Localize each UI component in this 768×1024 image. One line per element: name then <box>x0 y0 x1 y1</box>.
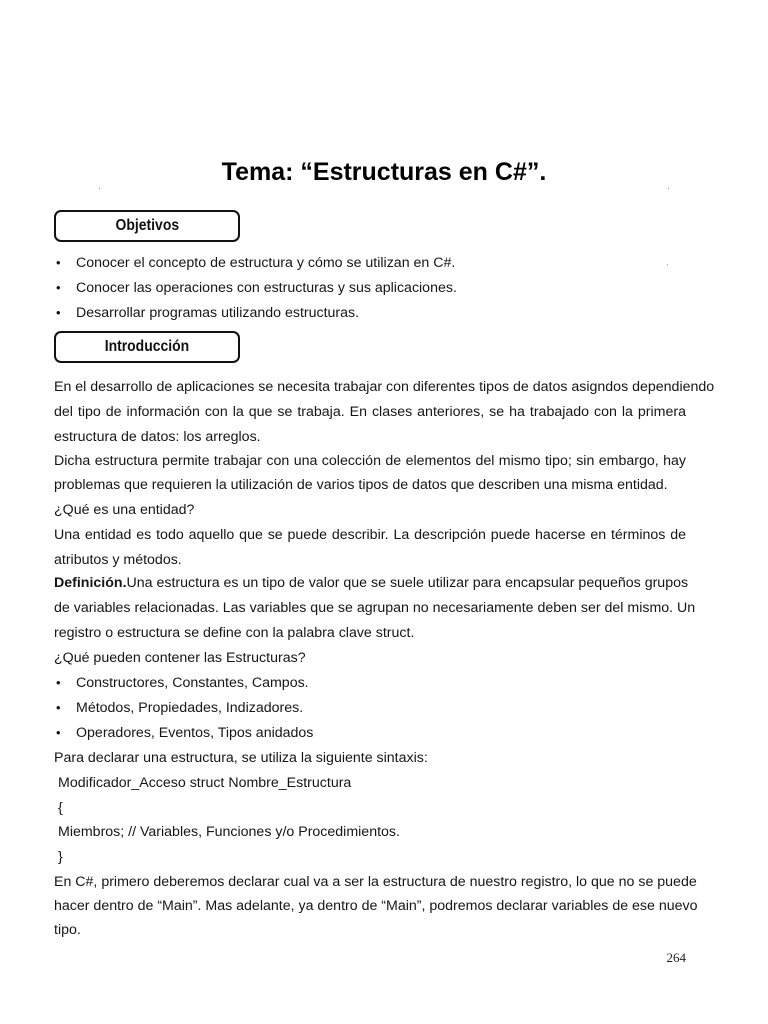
objetivos-heading-box <box>54 210 240 242</box>
bullet-icon: • <box>56 725 61 740</box>
syntax-line: } <box>58 849 63 865</box>
paragraph-line: problemas que requieren la utilización de varios tipos de datos que describen una misma entidad. <box>54 477 668 493</box>
bullet-icon: • <box>56 700 61 715</box>
objetivos-heading: Objetivos <box>115 217 179 234</box>
bullet-icon: • <box>56 305 61 320</box>
page-number: 264 <box>666 950 686 965</box>
paragraph-line: del tipo de información con la que se trabaja. En clases anteriores, se ha trabajado con la primera <box>54 404 686 420</box>
contenido-item: Operadores, Eventos, Tipos anidados <box>76 725 314 741</box>
paragraph-line: atributos y métodos. <box>54 552 182 568</box>
introduccion-heading-box <box>54 331 240 363</box>
paragraph-line: En C#, primero deberemos declarar cual va a ser la estructura de nuestro registro, lo que no se puede <box>54 874 697 890</box>
objetivo-item: Desarrollar programas utilizando estructuras. <box>76 305 360 321</box>
bullet-icon: • <box>56 280 61 295</box>
paragraph-line: tipo. <box>54 922 81 938</box>
paragraph-line: Una entidad es todo aquello que se puede describir. La descripción puede hacerse en términos de <box>54 527 686 543</box>
paragraph-line: estructura de datos: los arreglos. <box>54 429 261 445</box>
paragraph-line: hacer dentro de “Main”. Mas adelante, ya dentro de “Main”, podremos declarar variables de ese nuevo <box>54 898 698 914</box>
bullet-icon: • <box>56 675 61 690</box>
contenido-item: Métodos, Propiedades, Indizadores. <box>76 700 304 716</box>
definition-line <box>54 574 688 592</box>
objetivo-item: Conocer las operaciones con estructuras y sus aplicaciones. <box>76 280 457 296</box>
syntax-line: Miembros; // Variables, Funciones y/o Procedimientos. <box>58 824 400 840</box>
paragraph-line: registro o estructura se define con la palabra clave struct. <box>54 625 415 641</box>
scan-dot <box>99 188 100 189</box>
paragraph-line: Dicha estructura permite trabajar con una colección de elementos del mismo tipo; sin embargo, hay <box>54 453 686 469</box>
syntax-line: { <box>58 800 63 816</box>
bullet-icon: • <box>56 255 61 270</box>
definition-text: Una estructura es un tipo de valor que se suele utilizar para encapsular pequeños grupos <box>126 575 689 591</box>
page-title: Tema: “Estructuras en C#”. <box>221 158 547 186</box>
scan-dot <box>667 264 668 265</box>
scan-dot <box>668 188 669 189</box>
contenido-item: Constructores, Constantes, Campos. <box>76 675 309 691</box>
paragraph-line: En el desarrollo de aplicaciones se necesita trabajar con diferentes tipos de datos asigndos dependiendo <box>54 379 715 395</box>
question-entidad: ¿Qué es una entidad? <box>54 502 195 518</box>
paragraph-line: de variables relacionadas. Las variables que se agrupan no necesariamente deben ser del mismo. Un <box>54 600 696 616</box>
definition-term: Definición. <box>54 575 127 591</box>
objetivo-item: Conocer el concepto de estructura y cómo se utilizan en C#. <box>76 255 456 271</box>
syntax-intro: Para declarar una estructura, se utiliza la siguiente sintaxis: <box>54 750 428 766</box>
question-contenido: ¿Qué pueden contener las Estructuras? <box>54 650 306 666</box>
introduccion-heading: Introducción <box>104 338 190 355</box>
syntax-line: Modificador_Acceso struct Nombre_Estructura <box>58 775 352 791</box>
